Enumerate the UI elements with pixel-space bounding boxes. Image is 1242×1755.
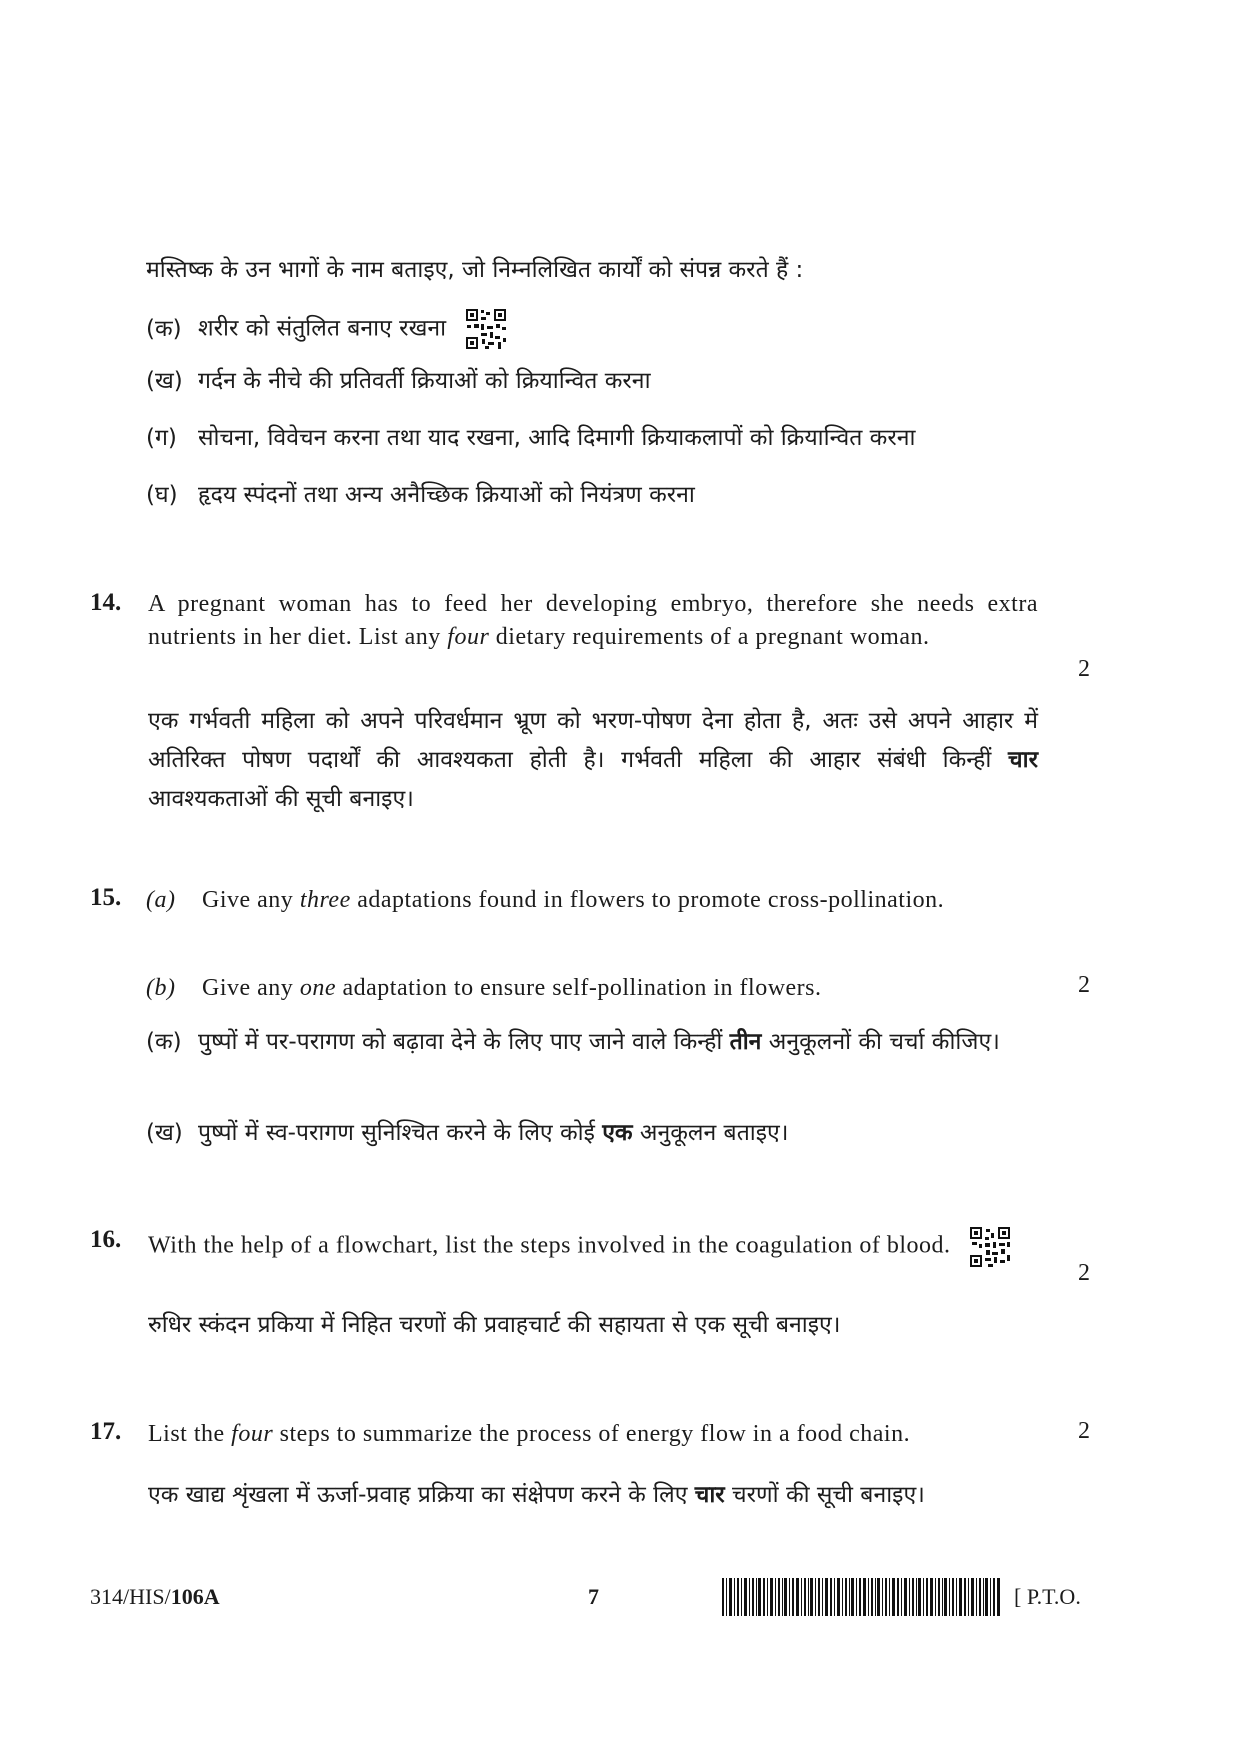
q15-a-text-part: adaptations found in flowers to promote cross-pollination. [350,887,945,913]
q15-ka-text-part: पुष्पों में पर-परागण को बढ़ावा देने के लिए पाए जाने वाले किन्हीं [198,1029,730,1055]
q17-en-emphasis: four [231,1421,274,1447]
q15-b-label: (b) [146,975,176,1001]
q13-item-label: (घ) [146,482,178,508]
q15-marks: 2 [1078,972,1090,998]
q15-b-text-part: Give any [202,975,300,1001]
q15-ka-bold: तीन [729,1029,762,1055]
q14-number: 14. [90,589,122,616]
q15-b-text [202,972,1040,1005]
q14-hi-text: एक गर्भवती महिला को अपने परिवर्धमान भ्रूण को भरण-पोषण देना होता है, अतः उसे अपने आहार में अतिरिक्त पोषण पदार्थों की आवश्यकता होती है। गर्भवती महिला की आहार संबंधी किन्हीं [148,708,1038,773]
q17-hi-text: एक खाद्य शृंखला में ऊर्जा-प्रवाह प्रक्रिया का संक्षेपण करने के लिए [148,1482,695,1508]
q14-en-emphasis: four [447,624,490,650]
q15-b-emphasis: one [299,975,336,1001]
q15-ka-text [198,1024,1040,1060]
q15-a-text-part: Give any [202,887,300,913]
pto-label: [ P.T.O. [1014,1584,1081,1609]
q13-item-text: सोचना, विवेचन करना तथा याद रखना, आदि दिमागी क्रियाकलापों को क्रियान्वित करना [198,425,916,451]
q13-item-text: शरीर को संतुलित बनाए रखना [198,315,447,342]
q17-en-text: steps to summarize the process of energy flow in a food chain. [273,1421,911,1447]
q17-en-text: List the [148,1421,232,1447]
q13-item-ga [146,420,1106,456]
q13-item-label: (क) [146,315,182,342]
q16-hindi: रुधिर स्कंदन प्रकिया में निहित चरणों की प्रवाहचार्ट की सहायता से एक सूची बनाइए। [148,1312,841,1338]
q15-kha-label: (ख) [146,1120,183,1146]
q17-hi-text: चरणों की सूची बनाइए। [724,1482,925,1508]
q14-marks: 2 [1078,656,1090,682]
q13-item-gha [146,477,1046,513]
q15-kha-text [198,1115,1040,1151]
q13-item-label: (ख) [146,368,183,394]
q15-a-emphasis: three [299,887,351,913]
q16-en-text: With the help of a flowchart, list the steps involved in the coagulation of blood. [148,1232,951,1259]
q14-en-text: dietary requirements of a pregnant woman. [489,624,930,650]
q15-number: 15. [90,884,122,911]
q14-en-text: A pregnant woman has to feed her developing embryo, therefore she needs extra nutrients in her diet. List any [148,591,1038,650]
q13-item-text: गर्दन के नीचे की प्रतिवर्ती क्रियाओं को क्रियान्वित करना [198,368,651,394]
q17-hi-bold: चार [694,1482,725,1508]
q14-english [148,588,1038,654]
page-number: 7 [588,1584,599,1609]
barcode-icon [722,1578,1000,1616]
q15-ka-text-part: अनुकूलनों की चर्चा कीजिए। [761,1029,1000,1055]
q13-item-kha [146,363,1046,399]
q17-number: 17. [90,1418,122,1445]
q14-hindi [148,702,1038,819]
paper-code-suffix: 106A [170,1584,220,1609]
q15-kha-bold: एक [602,1120,633,1146]
q15-ka-label: (क) [146,1029,182,1055]
q13-item-label: (ग) [146,425,177,451]
q15-kha-text-part: अनुकूलन बताइए। [632,1120,789,1146]
q15-b-text-part: adaptation to ensure self-pollination in flowers. [335,975,822,1001]
q16-marks: 2 [1078,1260,1090,1286]
q17-hindi [148,1477,1048,1513]
q15-a-label: (a) [146,887,176,913]
paper-code-prefix: 314/HIS/ [90,1584,171,1609]
q15-a-text [202,884,1040,917]
paper-code [90,1584,220,1610]
q13-item-text: हृदय स्पंदनों तथा अन्य अनैच्छिक क्रियाओं को नियंत्रण करना [198,482,695,508]
q13-item-ka [146,308,1046,350]
q14-hi-text: आवश्यकताओं की सूची बनाइए। [148,786,414,812]
qr-code-icon [969,1226,1011,1268]
q17-marks: 2 [1078,1418,1090,1444]
q13-intro: मस्तिष्क के उन भागों के नाम बताइए, जो निम्नलिखित कार्यों को संपन्न करते हैं : [146,257,804,283]
q16-number: 16. [90,1226,122,1253]
qr-code-icon [465,308,507,350]
q15-kha-text-part: पुष्पों में स्व-परागण सुनिश्चित करने के लिए कोई [198,1120,603,1146]
q16-english [148,1226,1038,1268]
q17-english [148,1418,1048,1451]
q14-hi-bold: चार [1008,747,1038,773]
